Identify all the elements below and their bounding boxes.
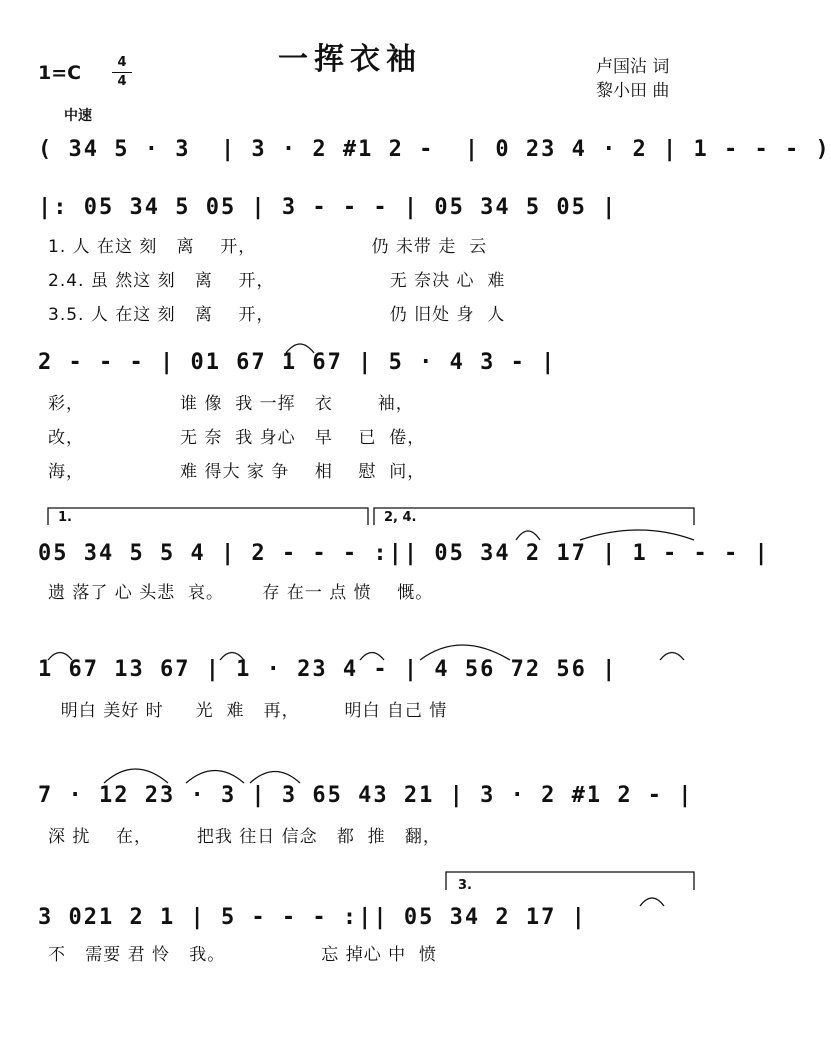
stave-notes: 1 67 13 67 | 1 · 23 4 - | 4 56 72 56 | [38,657,618,682]
stave-3 [38,534,770,614]
time-bottom: 4 [117,74,127,89]
volta-bracket-1 [48,508,368,525]
song-title: 一挥衣袖 [278,42,422,77]
key-signature: 1=C [38,62,82,84]
volta-bracket-2 [374,508,694,525]
composer: 黎小田 曲 [596,81,670,101]
volta-2-label: 2, 4. [384,510,417,525]
stave-2 [38,343,700,483]
lyric-line: 改， 无 奈 我 身心 早 已 倦， [48,428,426,448]
volta-1-label: 1. [58,510,72,525]
stave-1 [38,188,700,328]
stave-4 [38,650,700,730]
lyric-line: 明白 美好 时 光 难 再， 明白 自己 情 [48,701,448,721]
stave-notes: 2 - - - | 01 67 1 67 | 5 · 4 3 - | [38,350,557,375]
time-signature [112,55,132,90]
lyric-line: 2.4. 虽 然这 刻 离 开， 无 奈决 心 难 [48,271,506,291]
stave-notes: |: 05 34 5 05 | 3 - - - | 05 34 5 05 | [38,195,618,220]
stave-notes: 3 021 2 1 | 5 - - - :|| 05 34 2 17 | [38,905,587,930]
lyric-line: 深 扰 在， 把我 往日 信念 都 推 翻， [48,827,441,847]
lyricist: 卢国沾 词 [596,57,670,77]
stave-6 [38,898,700,978]
stave-intro [38,130,831,180]
lyric-line: 1. 人 在这 刻 离 开， 仍 未带 走 云 [48,237,488,257]
credits [596,55,669,103]
volta-bracket-3 [446,872,694,890]
stave-5 [38,776,700,856]
time-top: 4 [117,55,127,70]
lyric-line: 3.5. 人 在这 刻 离 开， 仍 旧处 身 人 [48,305,506,325]
volta-3-label: 3. [458,878,472,893]
lyric-line: 彩， 谁 像 我 一挥 衣 袖， [48,394,414,414]
lyric-line: 海， 难 得大 家 争 相 慰 问， [48,462,426,482]
lyric-line: 遗 落了 心 头悲 哀。 存 在一 点 愤 慨。 [48,583,434,603]
tempo-marking: 中速 [64,108,92,124]
lyric-line: 不 需要 君 怜 我。 忘 掉心 中 愤 [48,945,437,965]
stave-notes: ( 34 5 · 3 | 3 · 2 #1 2 - | 0 23 4 · 2 | 1 - - - ) [38,137,831,162]
stave-notes: 7 · 12 23 · 3 | 3 65 43 21 | 3 · 2 #1 2 - | [38,783,694,808]
stave-notes: 05 34 5 5 4 | 2 - - - :|| 05 34 2 17 | 1 - - - | [38,541,770,566]
